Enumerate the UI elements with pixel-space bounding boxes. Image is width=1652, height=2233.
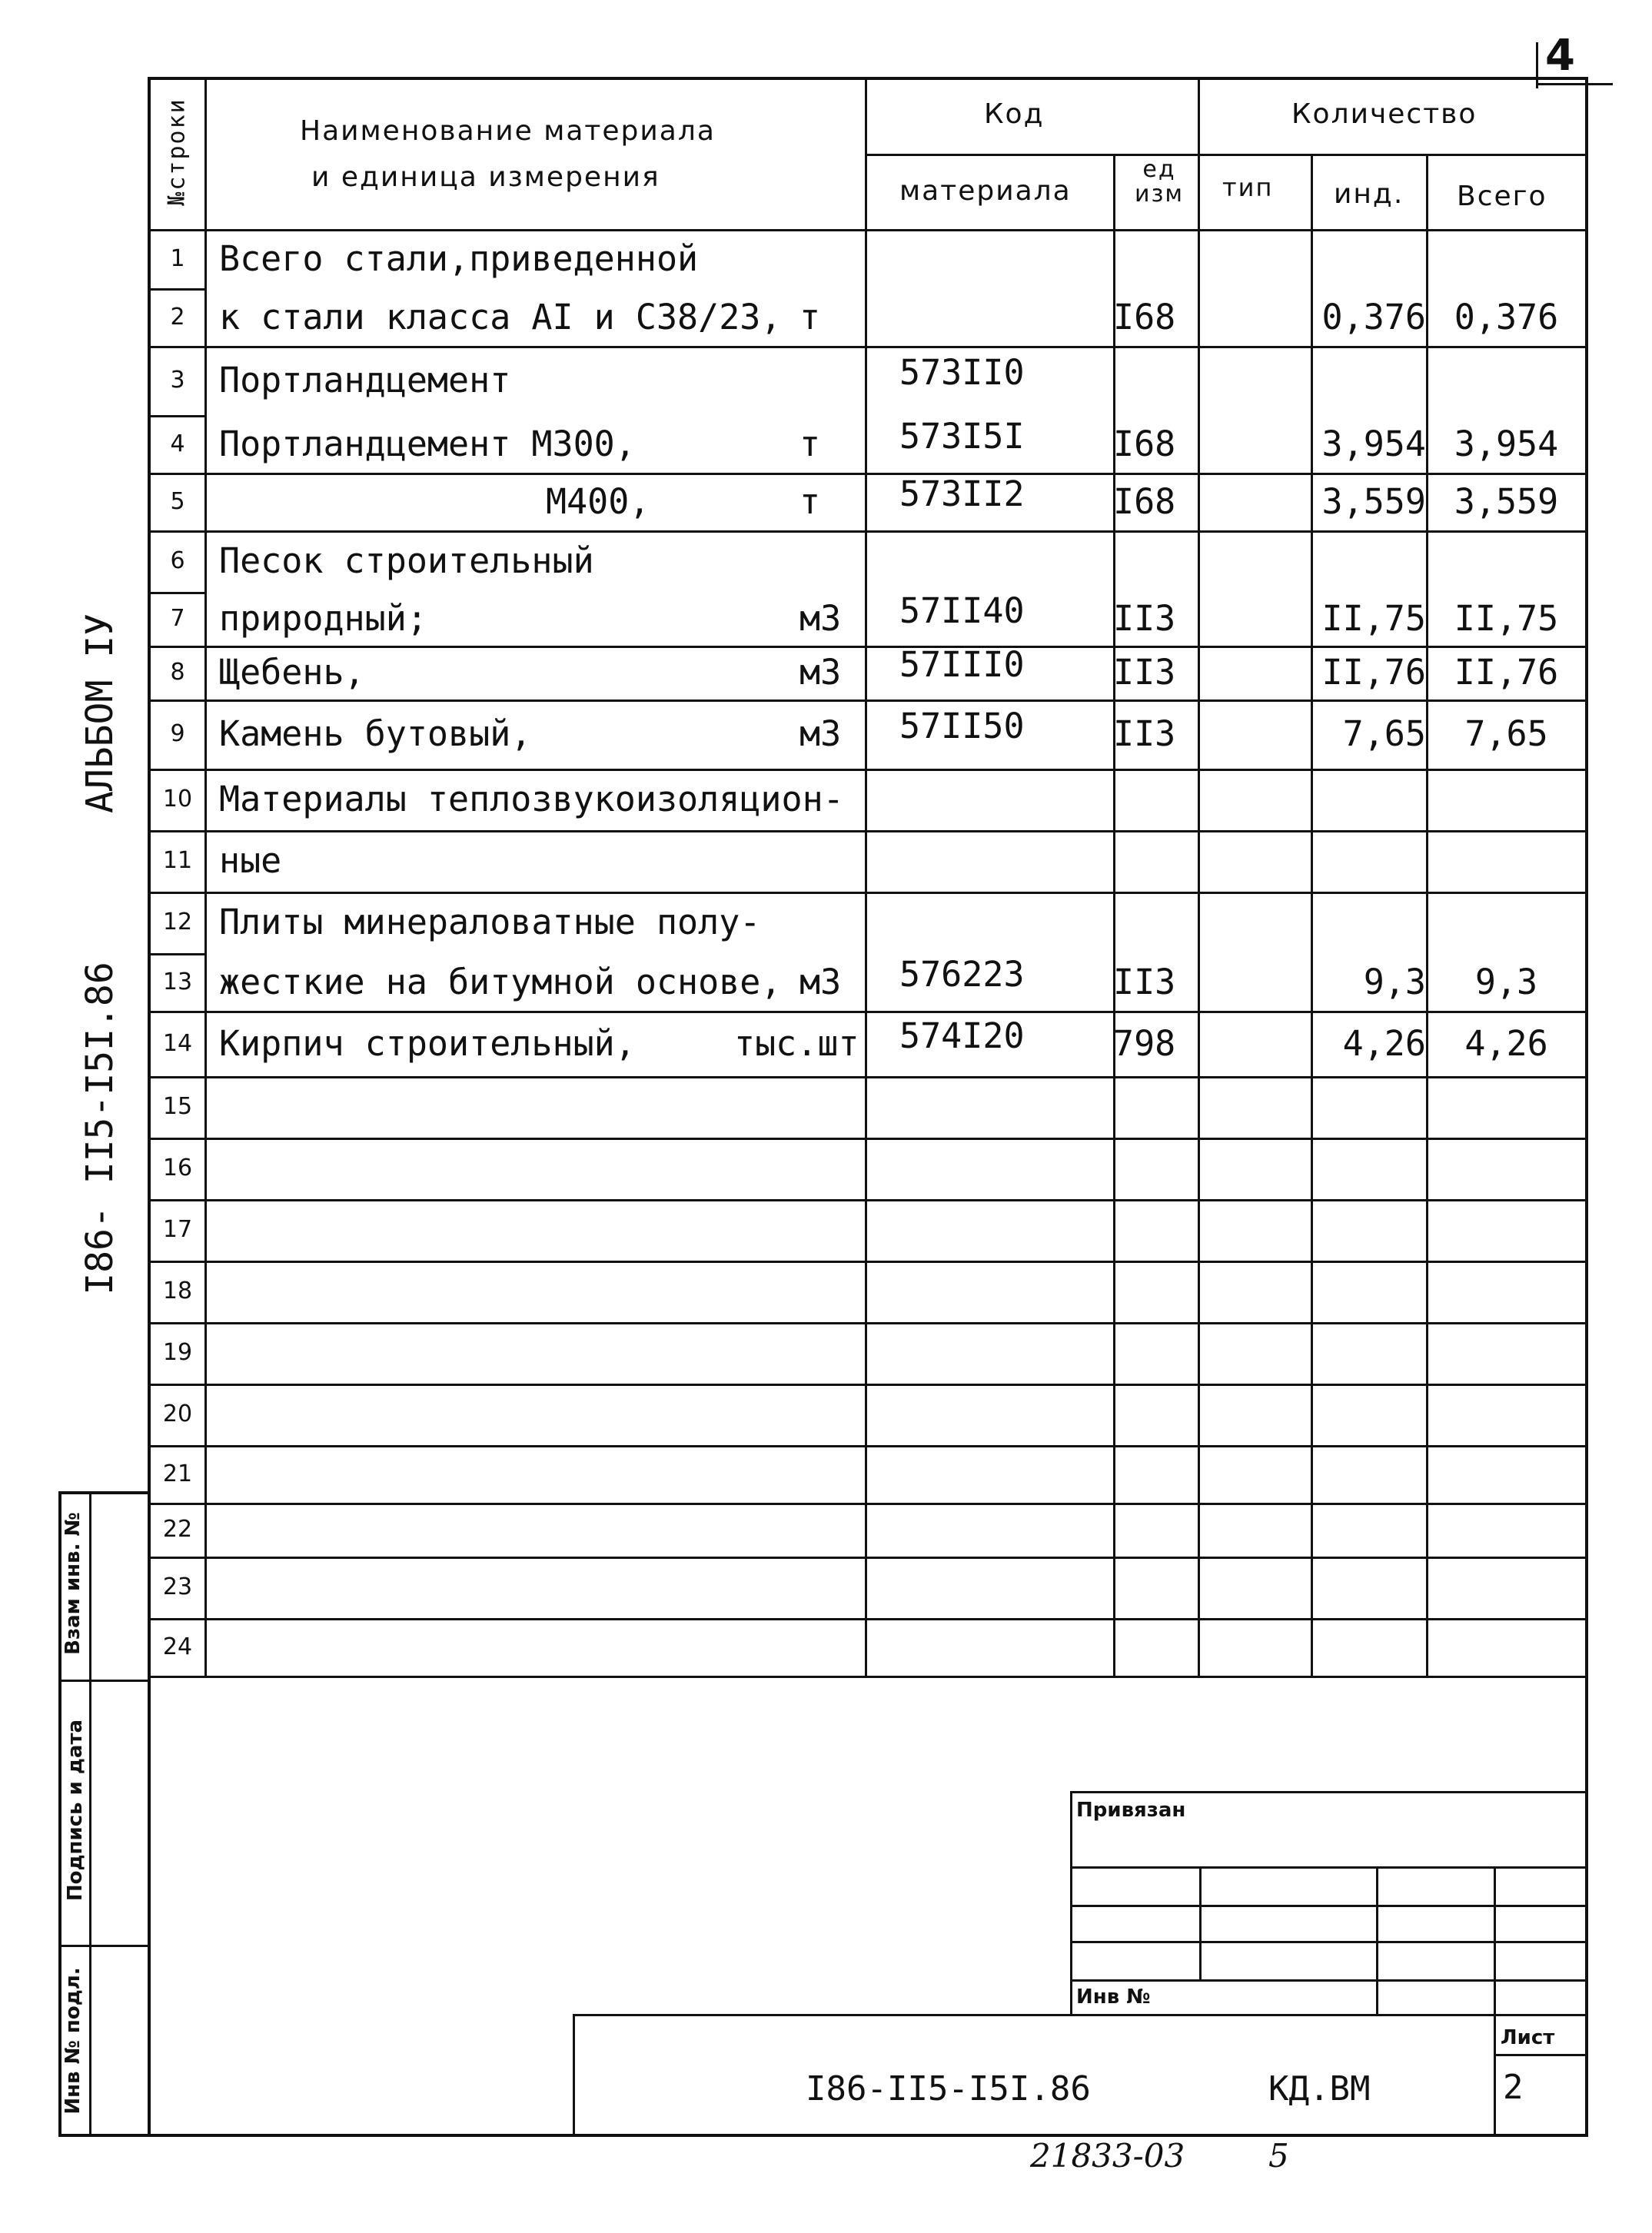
row-name: Песок строительный	[219, 540, 594, 581]
row-unit: м3	[799, 962, 842, 1002]
row-unit: т	[799, 297, 821, 337]
row-separator	[148, 473, 1588, 475]
row-number: 10	[162, 786, 193, 812]
bottom-block-left	[573, 2014, 575, 2137]
row-number: 17	[162, 1216, 193, 1243]
col-line-ind	[1426, 154, 1428, 1676]
header-code: Код	[984, 98, 1045, 130]
row-number: 9	[170, 720, 185, 747]
row-uom-code: II3	[1113, 652, 1176, 693]
row-uom-code: I68	[1113, 297, 1176, 337]
row-name: Всего стали,приведенной	[219, 238, 699, 279]
row-qty-total: II,75	[1454, 598, 1559, 639]
stamp-sign-date: Подпись и дата	[64, 1719, 87, 1902]
row-separator	[148, 1618, 1588, 1620]
side-label-code: I86- II5-I5I.86	[78, 962, 121, 1295]
side-label-album: АЛЬБОМ IУ	[78, 613, 121, 814]
archive-number: 21833-03	[1030, 2137, 1185, 2175]
row-separator	[148, 769, 1588, 771]
row-separator	[148, 530, 1588, 533]
stamp-inv-orig: Инв № подл.	[61, 1967, 85, 2115]
row-name: Портландцемент	[219, 360, 511, 400]
header-qty-type: тип	[1222, 173, 1274, 202]
row-number: 2	[170, 304, 185, 331]
row-qty-total: 0,376	[1454, 297, 1559, 337]
row-unit: т	[799, 424, 821, 464]
row-uom-code: II3	[1113, 962, 1176, 1002]
row-separator	[148, 1199, 1588, 1201]
row-uom-code: 798	[1113, 1023, 1176, 1064]
header-mid-line	[865, 154, 1587, 156]
row-qty-ind: 3,559	[1321, 481, 1426, 522]
tb-line	[1070, 1905, 1588, 1907]
header-name-line1: Наименование материала	[300, 115, 716, 147]
document-code: I86-II5-I5I.86	[806, 2069, 1091, 2108]
row-number: 18	[162, 1278, 193, 1304]
row-name: ные	[219, 840, 282, 881]
header-code-material: материала	[899, 175, 1072, 207]
row-material-code: 57II40	[899, 590, 1025, 631]
row-qty-ind: 9,3	[1363, 962, 1426, 1002]
tb-line	[1070, 1866, 1588, 1869]
row-unit: т	[799, 481, 821, 522]
row-separator	[148, 1138, 1588, 1140]
title-block-tied: Привязан	[1076, 1799, 1186, 1822]
row-number: 20	[162, 1401, 193, 1427]
row-name: Материалы теплозвукоизоляцион-	[219, 779, 844, 819]
row-qty-total: 9,3	[1474, 962, 1538, 1002]
header-quantity: Количество	[1291, 98, 1477, 130]
row-number: 7	[170, 605, 185, 632]
row-separator-short	[148, 953, 204, 955]
row-uom-code: II3	[1113, 598, 1176, 639]
row-qty-total: 3,559	[1454, 481, 1559, 522]
row-name: М400,	[546, 481, 650, 522]
row-name: Плиты минераловатные полу-	[219, 902, 761, 942]
row-number: 19	[162, 1339, 193, 1366]
tb-vline	[1494, 1866, 1496, 2137]
tb-line	[1070, 1979, 1588, 1982]
row-number: 22	[162, 1516, 193, 1543]
row-unit: тыс.шт	[734, 1023, 859, 1064]
stamp-divider	[58, 1680, 151, 1682]
header-name-line2: и единица измерения	[311, 161, 660, 193]
row-qty-ind: II,75	[1321, 598, 1426, 639]
row-separator	[148, 1503, 1588, 1505]
sheet-label-line	[1494, 2054, 1588, 2056]
row-separator	[148, 892, 1588, 894]
row-number: 23	[162, 1573, 193, 1600]
row-number: 3	[170, 367, 185, 394]
col-line-name	[865, 77, 867, 1676]
footer-page: 5	[1268, 2137, 1289, 2175]
row-number: 1	[170, 245, 185, 272]
row-name: жесткие на битумной основе,	[219, 962, 782, 1002]
row-name: к стали класса АI и С38/23,	[219, 297, 782, 337]
row-material-code: 576223	[899, 954, 1025, 995]
row-separator	[148, 1011, 1588, 1013]
tb-line	[1070, 1941, 1588, 1943]
title-block-top	[1070, 1791, 1588, 1793]
row-number: 5	[170, 488, 185, 515]
row-name: Портландцемент М300,	[219, 424, 636, 464]
title-block-inv-no: Инв №	[1076, 1985, 1151, 2009]
row-separator	[148, 346, 1588, 348]
header-code-unit: ед изм	[1134, 156, 1185, 208]
row-number: 4	[170, 430, 185, 457]
row-number: 21	[162, 1460, 193, 1487]
row-separator	[148, 1557, 1588, 1559]
row-separator	[148, 699, 1588, 702]
sheet-label: Лист	[1501, 2026, 1555, 2049]
row-number: 24	[162, 1633, 193, 1660]
stamp-divider-v	[89, 1491, 91, 2137]
row-qty-total: 4,26	[1464, 1023, 1548, 1064]
row-material-code: 573II0	[899, 352, 1025, 393]
tb-vline	[1199, 1866, 1202, 1979]
row-separator	[148, 1384, 1588, 1386]
row-qty-ind: 4,26	[1342, 1023, 1426, 1064]
row-material-code: 573II2	[899, 474, 1025, 514]
col-line-code	[1113, 154, 1115, 1676]
bottom-block-top	[573, 2014, 1588, 2016]
row-separator	[148, 646, 1588, 648]
row-unit: м3	[799, 713, 842, 754]
row-uom-code: I68	[1113, 481, 1176, 522]
stamp-replace-inv: Взам инв. №	[61, 1512, 85, 1655]
header-bottom-line	[148, 229, 1588, 231]
row-unit: м3	[799, 598, 842, 639]
corner-page-number: 4	[1545, 31, 1575, 81]
row-uom-code: I68	[1113, 424, 1176, 464]
row-number: 16	[162, 1155, 193, 1181]
sheet-number: 2	[1503, 2068, 1524, 2107]
row-separator-short	[148, 592, 204, 594]
tb-vline	[1376, 1866, 1378, 2014]
row-qty-ind: 3,954	[1321, 424, 1426, 464]
row-name: Щебень,	[219, 652, 365, 693]
row-qty-ind: 0,376	[1321, 297, 1426, 337]
row-separator-short	[148, 415, 204, 417]
row-material-code: 573I5I	[899, 416, 1025, 457]
col-line-rownum	[204, 77, 207, 1676]
row-qty-total: 7,65	[1464, 713, 1548, 754]
row-number: 15	[162, 1093, 193, 1120]
row-number: 6	[170, 547, 185, 574]
header-qty-ind: инд.	[1334, 178, 1404, 210]
row-separator	[148, 1322, 1588, 1324]
row-material-code: 574I20	[899, 1015, 1025, 1056]
row-qty-total: II,76	[1454, 652, 1559, 693]
row-number: 8	[170, 659, 185, 686]
row-name: Кирпич строительный,	[219, 1023, 636, 1064]
document-type: КД.ВМ	[1268, 2069, 1371, 2108]
row-qty-total: 3,954	[1454, 424, 1559, 464]
table-bottom-line	[148, 1676, 1588, 1678]
row-unit: м3	[799, 652, 842, 693]
row-qty-ind: II,76	[1321, 652, 1426, 693]
row-separator	[148, 1076, 1588, 1078]
row-number: 11	[162, 847, 193, 874]
row-separator-short	[148, 288, 204, 291]
row-name: Камень бутовый,	[219, 713, 532, 754]
row-separator	[148, 1445, 1588, 1447]
row-number: 14	[162, 1030, 193, 1057]
col-line-type	[1311, 154, 1313, 1676]
col-line-uom	[1198, 77, 1200, 1676]
row-separator	[148, 1261, 1588, 1263]
row-separator	[148, 830, 1588, 832]
row-qty-ind: 7,65	[1342, 713, 1426, 754]
row-number: 12	[162, 909, 193, 935]
header-qty-total: Всего	[1457, 181, 1547, 212]
row-material-code: 57II50	[899, 706, 1025, 746]
row-number: 13	[162, 969, 193, 995]
header-row-no: №строки	[163, 98, 191, 206]
row-material-code: 57III0	[899, 644, 1025, 685]
row-name: природный;	[219, 598, 427, 639]
row-uom-code: II3	[1113, 713, 1176, 754]
